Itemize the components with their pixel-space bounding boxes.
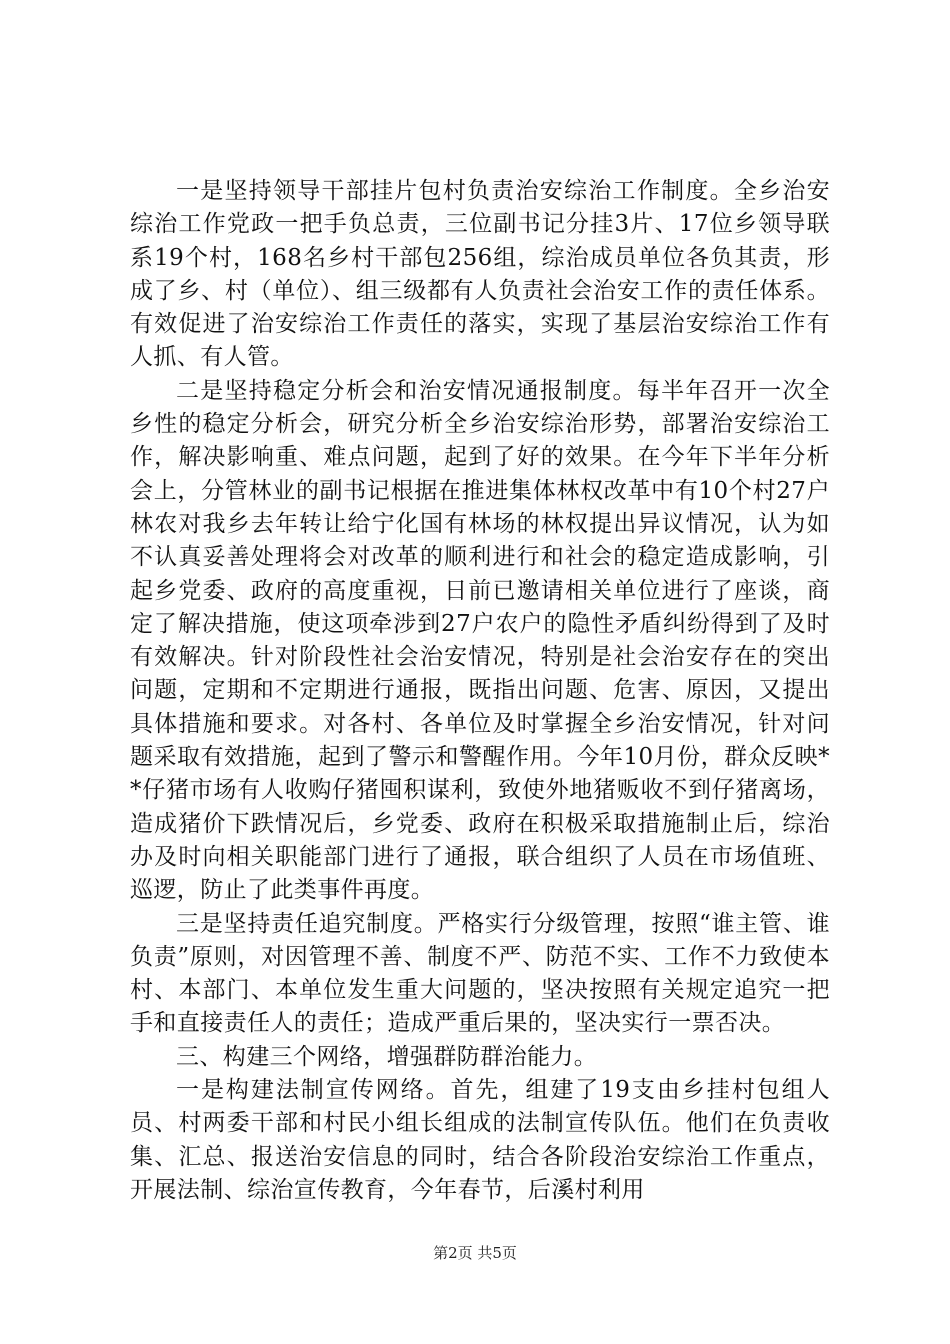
document-body: [130, 175, 830, 1207]
paragraph-accountability: 三是坚持责任追究制度。严格实行分级管理，按照“谁主管、谁负责”原则，对因管理不善、制度不严、防范不实、工作不力致使本村、本部门、本单位发生重大问题的，坚决按照有关规定追究一把手和直接责任人的责任；造成严重后果的，坚决实行一票否决。: [130, 910, 830, 1037]
section-heading-three-networks: 三、构建三个网络，增强群防群治能力。: [176, 1043, 598, 1070]
paragraph-leadership-responsibility: 一是坚持领导干部挂片包村负责治安综治工作制度。全乡治安综治工作党政一把手负总责，三位副书记分挂3片、17位乡领导联系19个村，168名乡村干部包256组，综治成员单位各负其责，形成了乡、村（单位）、组三级都有人负责社会治安工作的责任体系。有效促进了治安综治工作责任的落实，实现了基层治安综治工作有人抓、有人管。: [130, 178, 830, 371]
page-number-footer: 第2页 共5页: [433, 1244, 517, 1262]
paragraph-legal-publicity-network: 一是构建法制宣传网络。首先，组建了19支由乡挂村包组人员、村两委干部和村民小组长组成的法制宣传队伍。他们在负责收集、汇总、报送治安信息的同时，结合各阶段治安综治工作重点，开展法制、综治宣传教育，今年春节，后溪村利用: [130, 1077, 830, 1203]
paragraph-stability-analysis: 二是坚持稳定分析会和治安情况通报制度。每半年召开一次全乡性的稳定分析会，研究分析全乡治安综治形势，部署治安综治工作，解决影响重、难点问题，起到了好的效果。在今年下半年分析会上，分管林业的副书记根据在推进集体林权改革中有10个村27户林农对我乡去年转让给宁化国有林场的林权提出异议情况，认为如不认真妥善处理将会对改革的顺利进行和社会的稳定造成影响，引起乡党委、政府的高度重视，日前已邀请相关单位进行了座谈，商定了解决措施，使这项牵涉到27户农户的隐性矛盾纠纷得到了及时有效解决。针对阶段性社会治安情况，特别是社会治安存在的突出问题，定期和不定期进行通报，既指出问题、危害、原因，又提出具体措施和要求。对各村、各单位及时掌握全乡治安情况，针对问题采取有效措施，起到了警示和警醒作用。今年10月份，群众反映**仔猪市场有人收购仔猪囤积谋利，致使外地猪贩收不到仔猪离场，造成猪价下跌情况后，乡党委、政府在积极采取措施制止后，综治办及时向相关职能部门进行了通报，联合组织了人员在市场值班、巡逻，防止了此类事件再度。: [130, 377, 830, 904]
